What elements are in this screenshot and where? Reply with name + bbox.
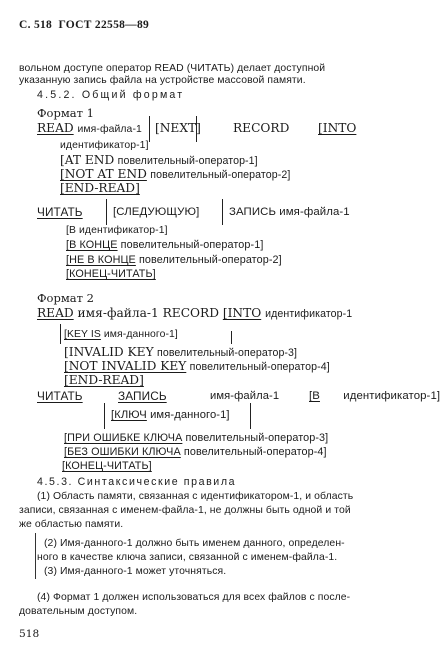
boxed-rules-bar xyxy=(35,533,36,579)
f1-not-at-end-arg: повелительный-оператор-2] xyxy=(150,169,291,181)
f2-ru-not-invalid-line xyxy=(64,446,327,459)
rule3: (3) Имя-данного-1 может уточняться. xyxy=(44,566,227,577)
f1-not-at-end-line xyxy=(60,168,290,182)
f1-into-kw: [INTO xyxy=(318,121,357,135)
rule4-line-1: (4) Формат 1 должен использоваться для всех файлов с после- xyxy=(37,592,351,603)
f1-ru-at-end: [В КОНЦЕ xyxy=(66,239,118,251)
intro-line-2: указанную запись файла на устройстве массовой памяти. xyxy=(19,75,306,86)
f1-read-arg: имя-файла-1 xyxy=(77,124,142,135)
f1-ru-read: ЧИТАТЬ xyxy=(37,205,83,219)
f2-key-bracket-right xyxy=(231,331,232,344)
f2-read-rest: имя-файла-1 RECORD xyxy=(77,306,219,320)
f2-invalid-key-arg: повелительный-оператор-3] xyxy=(156,347,298,359)
f2-read-line xyxy=(37,307,352,321)
f2-ru-read: ЧИТАТЬ xyxy=(37,389,83,403)
f2-ru-invalid-line xyxy=(64,432,328,445)
f2-ru-end-read: [КОНЕЦ-ЧИТАТЬ] xyxy=(62,460,152,472)
f1-ru-at-end-arg: повелительный-оператор-1] xyxy=(120,239,264,251)
f1-ru-not-at-end-arg: повелительный-оператор-2] xyxy=(138,254,282,266)
f2-ru-record: ЗАПИСЬ xyxy=(118,389,167,403)
f1-not-at-end: [NOT AT END xyxy=(60,167,147,181)
f2-ru-not-invalid-arg: повелительный-оператор-4] xyxy=(183,446,327,458)
f1-record-kw: RECORD xyxy=(233,121,290,135)
section-453-title: 4.5.3. Синтаксические правила xyxy=(37,476,237,488)
f2-into-arg: идентификатор-1 xyxy=(265,308,353,320)
f2-ru-not-invalid: [БЕЗ ОШИБКИ КЛЮЧА xyxy=(64,446,181,458)
f1-at-end-arg: повелительный-оператор-1] xyxy=(117,155,258,167)
rule1-line-2: записи, связанная с именем-файла-1, не должны быть одной и той xyxy=(19,505,351,516)
section-452-title: 4.5.2. Общий формат xyxy=(37,89,185,101)
rule2-line-1: (2) Имя-данного-1 должно быть именем данного, определен- xyxy=(44,538,345,549)
f1-end-read: [END-READ] xyxy=(60,181,140,195)
f2-ru-key-arg: имя-данного-1] xyxy=(150,409,230,421)
f1-ru-not-at-end: [НЕ В КОНЦЕ xyxy=(66,254,136,266)
rule2-line-2: ного в качестве ключа записи, связанной с именем-файла-1. xyxy=(37,552,338,563)
f1-at-end-line xyxy=(60,154,258,168)
f2-not-invalid-key-arg: повелительный-оператор-4] xyxy=(189,361,330,373)
page-header xyxy=(19,19,149,32)
f2-not-invalid-line xyxy=(64,360,330,374)
f2-invalid-key: [INVALID KEY xyxy=(64,345,154,359)
f2-ru-file: имя-файла-1 xyxy=(210,390,280,402)
f2-key-line xyxy=(64,328,178,341)
f1-ru-into: [В идентификатор-1] xyxy=(66,225,168,236)
f1-next-kw: [NEXT] xyxy=(155,121,201,135)
f2-not-invalid-key: [NOT INVALID KEY xyxy=(64,359,187,373)
f1-read-kw: READ xyxy=(37,121,74,135)
f2-into-kw: [INTO xyxy=(222,306,262,320)
f1-ru-next: [СЛЕДУЮЩУЮ] xyxy=(113,206,200,218)
f2-ru-invalid-arg: повелительный-оператор-3] xyxy=(185,432,329,444)
f2-ru-invalid: [ПРИ ОШИБКЕ КЛЮЧА xyxy=(64,432,183,444)
f1-ru-not-at-end-line xyxy=(66,254,282,267)
f1-ru-record: ЗАПИСЬ имя-файла-1 xyxy=(229,206,350,218)
f2-ru-into-arg: идентификатор-1] xyxy=(343,390,440,402)
f2-key-is: [KEY IS xyxy=(64,329,101,340)
f2-ru-key-line xyxy=(111,409,230,422)
f2-key-arg: имя-данного-1] xyxy=(103,329,178,340)
page-number: 518 xyxy=(19,628,40,640)
rule1-line-1: (1) Область памяти, связанная с идентификатором-1, и область xyxy=(37,491,354,502)
f1-ru-end-read: [КОНЕЦ-ЧИТАТЬ] xyxy=(66,268,156,280)
f2-ru-into: [В xyxy=(309,390,320,402)
f2-read-kw: READ xyxy=(37,306,74,320)
format1-label: Формат 1 xyxy=(37,106,94,120)
f1-ru-at-end-line xyxy=(66,239,263,252)
intro-line-1: вольном доступе оператор READ (ЧИТАТЬ) делает доступной xyxy=(19,63,326,74)
f1-read-line xyxy=(37,122,142,136)
standard-code: ГОСТ 22558—89 xyxy=(58,19,150,31)
f2-ru-key: [КЛЮЧ xyxy=(111,409,147,421)
rule4-line-2: довательным доступом. xyxy=(19,606,138,617)
f1-into-arg: идентификатор-1] xyxy=(60,140,149,151)
page-label: С. 518 xyxy=(19,19,53,31)
rule1-line-3: же областью памяти. xyxy=(19,519,124,530)
f2-end-read: [END-READ] xyxy=(64,373,144,387)
f1-at-end: [AT END xyxy=(60,153,115,167)
f2-invalid-line xyxy=(64,346,297,360)
format2-label: Формат 2 xyxy=(37,291,94,305)
f2-ru-into-line xyxy=(309,390,440,403)
